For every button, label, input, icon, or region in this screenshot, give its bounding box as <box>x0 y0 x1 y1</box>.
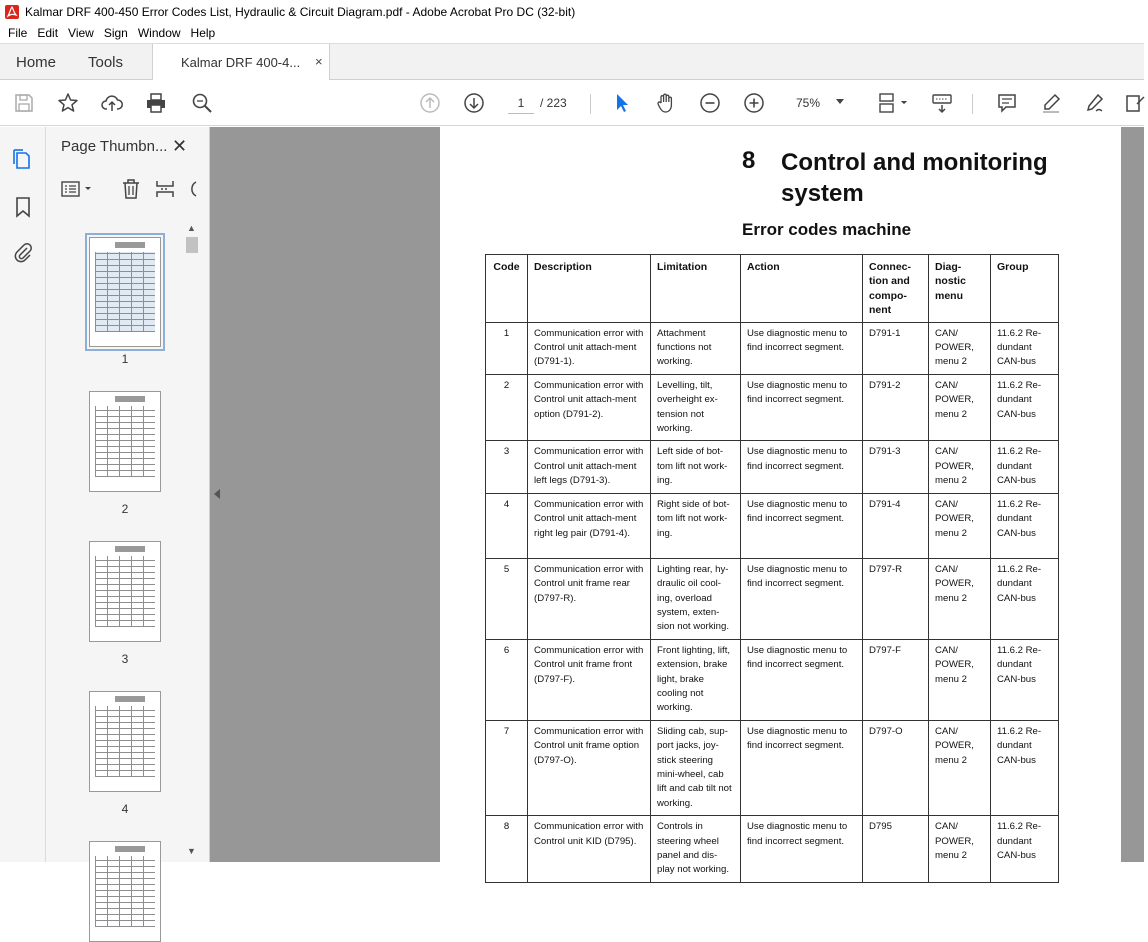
paperclip-icon <box>12 241 34 263</box>
upload-cloud-button[interactable] <box>100 91 124 115</box>
table-cell: Use diagnostic menu to find incorrect segment. <box>741 441 863 493</box>
table-cell: Use diagnostic menu to find incorrect segment. <box>741 720 863 815</box>
save-icon <box>13 92 35 114</box>
delete-page-button[interactable] <box>119 178 143 200</box>
table-cell: 1 <box>486 322 528 374</box>
table-cell: Attachment functions not working. <box>651 322 741 374</box>
table-cell: 11.6.2 Re-dundant CAN-bus <box>991 441 1059 493</box>
window-title: Kalmar DRF 400-450 Error Codes List, Hydraulic & Circuit Diagram.pdf - Adobe Acrobat Pro DC (32-bit) <box>25 5 576 19</box>
table-cell: Use diagnostic menu to find incorrect segment. <box>741 322 863 374</box>
search-zoom-icon <box>191 92 213 114</box>
table-cell: Lighting rear, hy-draulic oil cool-ing, overload system, exten-sion not working. <box>651 558 741 639</box>
table-cell: Communication error with Control unit frame rear (D797-R). <box>528 558 651 639</box>
hand-icon <box>655 92 677 114</box>
pages-icon <box>12 148 34 170</box>
table-cell: D795 <box>863 816 929 883</box>
table-row <box>486 322 1059 374</box>
menu-edit[interactable]: Edit <box>37 26 59 40</box>
chapter-number: 8 <box>742 147 756 174</box>
fill-sign-pen-icon <box>1084 92 1106 114</box>
table-row <box>486 374 1059 441</box>
print-button[interactable] <box>144 91 168 115</box>
table-cell: Communication error with Control unit attach-ment left legs (D791-3). <box>528 441 651 493</box>
table-cell: 7 <box>486 720 528 815</box>
cloud-upload-icon <box>101 92 123 114</box>
acrobat-logo-icon <box>5 5 19 19</box>
table-cell: D791-1 <box>863 322 929 374</box>
hand-tool-button[interactable] <box>654 91 678 115</box>
scroll-mode-button[interactable] <box>930 91 954 115</box>
toolbar-divider <box>590 94 591 114</box>
menu-window[interactable]: Window <box>137 26 181 40</box>
table-cell: 11.6.2 Re-dundant CAN-bus <box>991 493 1059 558</box>
bookmark-icon <box>12 196 34 218</box>
table-cell: Communication error with Control unit KID (D795). <box>528 816 651 883</box>
arrow-down-circle-icon <box>463 92 485 114</box>
table-cell: Sliding cab, sup-port jacks, joy-stick steering mini-wheel, cab lift and cab tilt not working. <box>651 720 741 815</box>
menu-file[interactable]: File <box>8 26 28 40</box>
table-cell: Left side of bot-tom lift not work-ing. <box>651 441 741 493</box>
table-cell: CAN/ POWER, menu 2 <box>929 374 991 441</box>
table-cell: Communication error with Control unit frame option (D797-O). <box>528 720 651 815</box>
thumbnail-list <box>46 223 196 862</box>
thumbnail-label: 4 <box>121 802 129 816</box>
table-cell: Levelling, tilt, overheight ex-tension not working. <box>651 374 741 441</box>
table-cell: Use diagnostic menu to find incorrect segment. <box>741 374 863 441</box>
zoom-out-button[interactable] <box>698 91 722 115</box>
find-button[interactable] <box>190 91 214 115</box>
tab-tools[interactable]: Tools <box>88 54 124 71</box>
select-tool-button[interactable] <box>610 91 634 115</box>
zoom-level-input[interactable] <box>784 92 834 114</box>
table-row <box>486 441 1059 493</box>
rotate-page-button[interactable] <box>186 178 198 200</box>
table-cell: 11.6.2 Re-dundant CAN-bus <box>991 816 1059 883</box>
table-cell: D797-F <box>863 639 929 720</box>
highlight-button[interactable] <box>1039 91 1063 115</box>
fit-page-icon <box>876 92 908 114</box>
plus-circle-icon <box>743 92 765 114</box>
trash-icon <box>120 178 142 200</box>
table-cell: 4 <box>486 493 528 558</box>
table-cell: CAN/ POWER, menu 2 <box>929 639 991 720</box>
pdf-page <box>440 127 1122 876</box>
table-cell: 11.6.2 Re-dundant CAN-bus <box>991 639 1059 720</box>
zoom-in-button[interactable] <box>742 91 766 115</box>
title-bar <box>0 0 1144 24</box>
table-cell: CAN/ POWER, menu 2 <box>929 322 991 374</box>
scroll-keyboard-icon <box>931 92 953 114</box>
column-header: Action <box>741 255 863 323</box>
tab-home[interactable]: Home <box>16 54 57 71</box>
next-page-button[interactable] <box>462 91 486 115</box>
table-cell: CAN/ POWER, menu 2 <box>929 816 991 883</box>
column-header: Code <box>486 255 528 323</box>
table-cell: Use diagnostic menu to find incorrect segment. <box>741 493 863 558</box>
arrow-up-circle-icon <box>419 92 441 114</box>
table-cell: 6 <box>486 639 528 720</box>
tab-document-label: Kalmar DRF 400-4... <box>181 55 301 70</box>
menu-sign[interactable]: Sign <box>103 26 128 40</box>
table-cell: Front lighting, lift, extension, brake light, brake cooling not working. <box>651 639 741 720</box>
extract-page-button[interactable] <box>153 178 177 200</box>
table-cell: 11.6.2 Re-dundant CAN-bus <box>991 322 1059 374</box>
table-cell: CAN/ POWER, menu 2 <box>929 441 991 493</box>
thumbnail-label: 3 <box>121 652 129 666</box>
thumbnail-page-3[interactable] <box>89 541 161 642</box>
navigation-rail <box>0 127 46 862</box>
document-scrollbar[interactable] <box>1121 127 1144 862</box>
collapse-panel-arrow-icon[interactable] <box>214 489 220 499</box>
minus-circle-icon <box>699 92 721 114</box>
table-cell: CAN/ POWER, menu 2 <box>929 720 991 815</box>
thumbnail-page-5[interactable] <box>89 841 161 942</box>
table-cell: 11.6.2 Re-dundant CAN-bus <box>991 558 1059 639</box>
table-cell: D791-4 <box>863 493 929 558</box>
thumbnail-options-button[interactable] <box>60 178 94 200</box>
table-row <box>486 639 1059 720</box>
page-total: / 223 <box>540 96 567 110</box>
thumbnail-page-2[interactable] <box>89 391 161 492</box>
thumbnail-label: 1 <box>121 352 129 366</box>
tab-bar <box>0 43 1144 80</box>
table-cell: Communication error with Control unit attach-ment (D791-1). <box>528 322 651 374</box>
column-header: Diag-nostic menu <box>929 255 991 323</box>
table-cell: Controls in steering wheel panel and dis-play not working. <box>651 816 741 883</box>
thumbnail-toolbar <box>46 167 209 211</box>
page-fit-button[interactable] <box>874 91 910 115</box>
table-cell: 11.6.2 Re-dundant CAN-bus <box>991 720 1059 815</box>
thumbnail-page-4[interactable] <box>89 691 161 792</box>
toolbar-divider <box>972 94 973 114</box>
highlighter-pen-icon <box>1040 92 1062 114</box>
table-row <box>486 720 1059 815</box>
table-cell: Use diagnostic menu to find incorrect segment. <box>741 558 863 639</box>
column-header: Description <box>528 255 651 323</box>
column-header: Connec-tion and compo-nent <box>863 255 929 323</box>
table-cell: 5 <box>486 558 528 639</box>
table-row <box>486 558 1059 639</box>
page-number-input[interactable] <box>508 92 534 114</box>
cursor-arrow-icon <box>611 92 633 114</box>
thumbnail-page-1[interactable] <box>89 237 161 347</box>
toolbar <box>0 80 1144 126</box>
attachments-button[interactable] <box>11 240 35 264</box>
tab-document[interactable] <box>152 44 330 81</box>
bookmarks-button[interactable] <box>11 195 35 219</box>
edit-pdf-icon <box>1125 92 1147 114</box>
table-cell: D791-3 <box>863 441 929 493</box>
menu-bar <box>0 24 1144 42</box>
document-viewport[interactable] <box>210 127 1144 876</box>
table-cell: 8 <box>486 816 528 883</box>
section-title: Error codes machine <box>742 220 912 239</box>
table-cell: Use diagnostic menu to find incorrect segment. <box>741 816 863 883</box>
save-button[interactable] <box>12 91 36 115</box>
table-cell: 3 <box>486 441 528 493</box>
table-cell: Communication error with Control unit attach-ment right leg pair (D791-4). <box>528 493 651 558</box>
table-cell: Communication error with Control unit frame front (D797-F). <box>528 639 651 720</box>
table-cell: 11.6.2 Re-dundant CAN-bus <box>991 374 1059 441</box>
zoom-dropdown-chevron-icon[interactable] <box>836 99 844 104</box>
page-thumbnails-button[interactable] <box>11 147 35 171</box>
error-codes-table <box>485 254 1059 883</box>
chapter-title: Control and monitoring system <box>781 149 1048 207</box>
bookmark-star-button[interactable] <box>56 91 80 115</box>
scroll-up-icon[interactable]: ▲ <box>187 223 196 233</box>
table-header-row <box>486 255 1059 323</box>
more-tools-button[interactable] <box>1124 91 1148 115</box>
page-extract-icon <box>154 178 176 200</box>
panel-close-icon[interactable]: ✕ <box>172 136 188 156</box>
table-row <box>486 493 1059 558</box>
table-cell: Use diagnostic menu to find incorrect segment. <box>741 639 863 720</box>
thumbnail-label: 2 <box>121 502 129 516</box>
star-icon <box>57 92 79 114</box>
sign-button[interactable] <box>1083 91 1107 115</box>
column-header: Group <box>991 255 1059 323</box>
table-cell: Communication error with Control unit attach-ment option (D791-2). <box>528 374 651 441</box>
tab-close-icon[interactable]: × <box>315 54 323 69</box>
menu-view[interactable]: View <box>68 26 94 40</box>
table-cell: CAN/ POWER, menu 2 <box>929 493 991 558</box>
table-cell: CAN/ POWER, menu 2 <box>929 558 991 639</box>
comment-button[interactable] <box>995 91 1019 115</box>
table-row <box>486 816 1059 883</box>
column-header: Limitation <box>651 255 741 323</box>
thumbnail-scrollbar[interactable] <box>184 223 198 862</box>
comment-icon <box>996 92 1018 114</box>
scrollbar-thumb[interactable] <box>186 237 198 253</box>
page-thumbnails-panel <box>46 127 210 862</box>
rotate-icon <box>186 178 198 200</box>
previous-page-button[interactable] <box>418 91 442 115</box>
options-menu-icon <box>60 179 94 199</box>
table-cell: D797-R <box>863 558 929 639</box>
printer-icon <box>145 92 167 114</box>
table-cell: Right side of bot-tom lift not work-ing. <box>651 493 741 558</box>
table-cell: 2 <box>486 374 528 441</box>
panel-title: Page Thumbn... <box>61 138 168 155</box>
table-cell: D791-2 <box>863 374 929 441</box>
menu-help[interactable]: Help <box>190 26 216 40</box>
scroll-down-icon[interactable]: ▼ <box>187 846 196 856</box>
table-cell: D797-O <box>863 720 929 815</box>
